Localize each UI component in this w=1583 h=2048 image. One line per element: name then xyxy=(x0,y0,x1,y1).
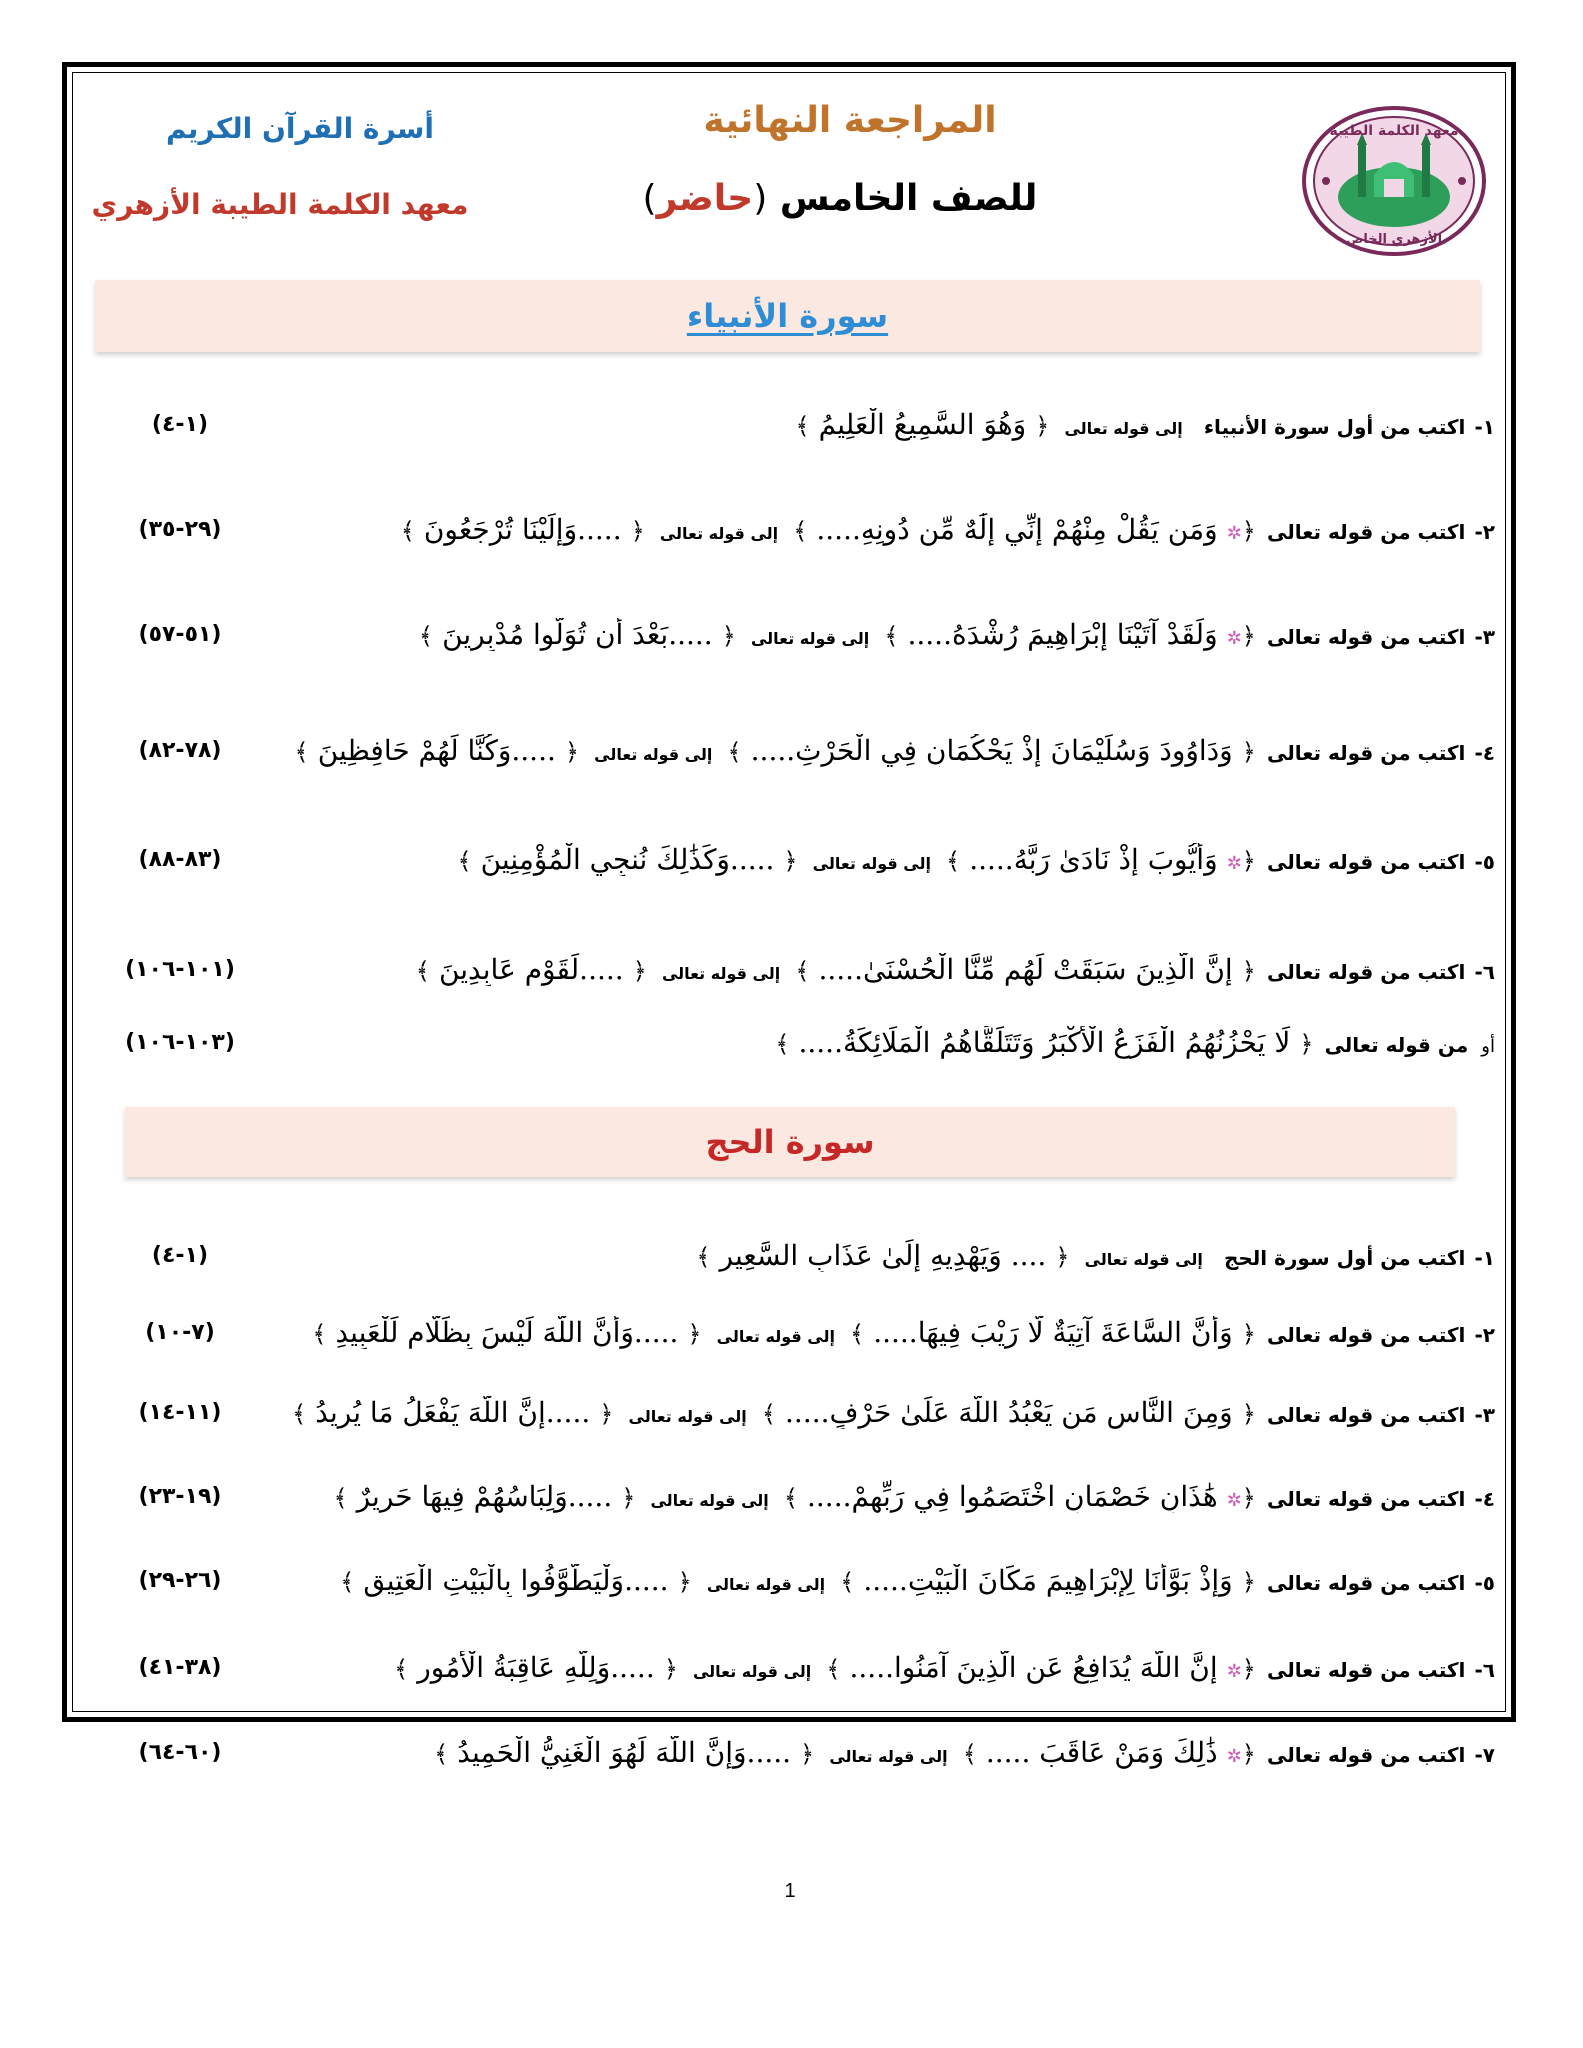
section-band-hajj xyxy=(125,1107,1455,1177)
bracket-close-icon: ﴾ xyxy=(418,621,433,650)
verse-range: (٦٠-٦٤) xyxy=(138,1739,222,1765)
bracket-open-icon: ﴿ xyxy=(1241,621,1256,650)
bracket-open-icon: ﴿ xyxy=(630,516,645,545)
bracket-close-icon: ﴾ xyxy=(457,846,472,875)
bracket-close-icon: ﴾ xyxy=(775,1029,790,1058)
verse-range: (٢٦-٢٩) xyxy=(138,1567,222,1593)
row-instruction: من قوله تعالى xyxy=(1324,1032,1469,1057)
bracket-close-icon: ﴾ xyxy=(795,411,810,440)
row-instruction: اكتب من قوله تعالى xyxy=(1266,1322,1466,1347)
paren-close: ) xyxy=(642,178,657,219)
bracket-open-icon: ﴿ xyxy=(1241,516,1256,545)
verse-to: .....وَكَذَٰلِكَ نُنجِي الْمُؤْمِنِينَ xyxy=(480,842,775,876)
verse-range: (١٠١-١٠٦) xyxy=(125,956,235,982)
to-label: إلى قوله تعالى xyxy=(1064,418,1183,438)
bracket-close-icon: ﴾ xyxy=(394,1654,409,1683)
to-label: إلى قوله تعالى xyxy=(812,853,931,873)
verse-range: (٣٨-٤١) xyxy=(138,1654,222,1680)
bracket-open-icon: ﴿ xyxy=(1241,1483,1256,1512)
section-title: سورة الأنبياء xyxy=(686,297,889,335)
row-number: ٢- xyxy=(1474,519,1495,544)
bracket-close-icon: ﴾ xyxy=(415,956,430,985)
row-instruction: اكتب من قوله تعالى xyxy=(1266,1657,1466,1682)
exercise-row xyxy=(100,834,1495,884)
verse-to: .....وَكُنَّا لَهُمْ حَافِظِينَ xyxy=(317,733,556,767)
bracket-close-icon: ﴾ xyxy=(946,846,961,875)
star-icon: ✲ xyxy=(1226,1745,1242,1767)
star-icon: ✲ xyxy=(1226,852,1242,874)
bracket-open-icon: ﴿ xyxy=(1241,1739,1256,1768)
verse-from: وَأَنَّ السَّاعَةَ آتِيَةٌ لَّا رَيْبَ فِيهَا..... xyxy=(873,1315,1233,1349)
bracket-open-icon: ﴿ xyxy=(783,846,798,875)
exercise-row xyxy=(100,609,1495,659)
exercise-row xyxy=(100,1387,1495,1437)
verse-to: .....وَلْيَطَّوَّفُوا بِالْبَيْتِ الْعَتِيقِ xyxy=(363,1563,669,1597)
verse-to: .....وَلِلَّهِ عَاقِبَةُ الْأُمُورِ xyxy=(417,1650,655,1684)
bracket-close-icon: ﴾ xyxy=(292,1399,307,1428)
verse-from: إِنَّ الَّذِينَ سَبَقَتْ لَهُم مِّنَّا الْحُسْنَىٰ..... xyxy=(818,952,1233,986)
verse-from: وَدَاوُودَ وَسُلَيْمَانَ إِذْ يَحْكُمَانِ فِي الْحَرْثِ..... xyxy=(750,733,1233,767)
bracket-open-icon: ﴿ xyxy=(1241,846,1256,875)
bracket-close-icon: ﴾ xyxy=(294,737,309,766)
exercise-row xyxy=(100,504,1495,554)
row-number: ٦- xyxy=(1474,1657,1495,1682)
bracket-open-icon: ﴿ xyxy=(1299,1029,1314,1058)
to-label: إلى قوله تعالى xyxy=(692,1661,812,1681)
star-icon: ✲ xyxy=(1226,1660,1242,1682)
bracket-close-icon: ﴾ xyxy=(761,1399,776,1428)
bracket-open-icon: ﴿ xyxy=(1241,1654,1256,1683)
exercise-row xyxy=(100,944,1495,994)
verse-from: إِنَّ اللَّهَ يُدَافِعُ عَنِ الَّذِينَ آمَنُوا..... xyxy=(849,1650,1218,1684)
bracket-close-icon: ﴾ xyxy=(434,1739,449,1768)
verse-range: (٧-١٠) xyxy=(145,1319,215,1345)
verse-to: .....لِّقَوْمٍ عَابِدِينَ xyxy=(438,952,624,986)
bracket-close-icon: ﴾ xyxy=(850,1319,865,1348)
verse-range: (١-٤) xyxy=(151,411,209,437)
bracket-close-icon: ﴾ xyxy=(696,1242,711,1271)
logo-top-text: معهد الكلمة الطيبة xyxy=(1329,123,1459,139)
verse-range: (٥١-٥٧) xyxy=(138,621,222,647)
verse-from: هَٰذَانِ خَصْمَانِ اخْتَصَمُوا فِي رَبِّهِمْ..... xyxy=(807,1479,1218,1513)
to-label: إلى قوله تعالى xyxy=(750,628,870,648)
to-label: إلى قوله تعالى xyxy=(829,1746,948,1766)
verse-from: ذَٰلِكَ وَمَنْ عَاقَبَ ..... xyxy=(985,1735,1218,1769)
page-number: 1 xyxy=(784,1880,796,1902)
section-title: سورة الحج xyxy=(705,1123,875,1161)
to-label: إلى قوله تعالى xyxy=(661,963,781,983)
verse-from: وَلَقَدْ آتَيْنَا إِبْرَاهِيمَ رُشْدَهُ..... xyxy=(907,617,1218,651)
exercise-row xyxy=(100,1307,1495,1357)
verse-range: (١-٤) xyxy=(151,1242,209,1268)
row-number: ٢- xyxy=(1474,1322,1495,1347)
row-number: ٣- xyxy=(1474,624,1495,649)
to-label: إلى قوله تعالى xyxy=(628,1406,747,1426)
bracket-open-icon: ﴿ xyxy=(1241,1567,1256,1596)
to-label: إلى قوله تعالى xyxy=(650,1490,769,1510)
institute-seal-logo xyxy=(1300,105,1488,257)
bracket-close-icon: ﴾ xyxy=(783,1483,798,1512)
bracket-open-icon: ﴿ xyxy=(677,1567,692,1596)
exercise-row xyxy=(100,399,1495,449)
to-label: إلى قوله تعالى xyxy=(659,523,779,543)
row-instruction: اكتب من قوله تعالى xyxy=(1266,624,1466,649)
verse-from: وَإِذْ بَوَّأْنَا لِإِبْرَاهِيمَ مَكَانَ الْبَيْتِ..... xyxy=(863,1563,1233,1597)
row-number: ١- xyxy=(1474,414,1495,439)
verse-to: وَهُوَ السَّمِيعُ الْعَلِيمُ xyxy=(818,407,1027,441)
exercise-row xyxy=(100,1642,1495,1692)
bracket-close-icon: ﴾ xyxy=(962,1739,977,1768)
bracket-open-icon: ﴿ xyxy=(800,1739,815,1768)
to-label: إلى قوله تعالى xyxy=(716,1326,835,1346)
row-instruction: اكتب من قوله تعالى xyxy=(1266,740,1466,765)
row-instruction: اكتب من قوله تعالى xyxy=(1266,1402,1466,1427)
verse-range: (١٩-٢٣) xyxy=(138,1483,222,1509)
verse-range: (١٠٣-١٠٦) xyxy=(125,1029,235,1055)
verse-to: .....وَإِلَيْنَا تُرْجَعُونَ xyxy=(423,512,622,546)
bracket-close-icon: ﴾ xyxy=(793,516,808,545)
section-band-anbiya xyxy=(95,280,1480,352)
verse-to: .....وَأَنَّ اللَّهَ لَيْسَ بِظَلَّامٍ لِّلْعَبِيدِ xyxy=(335,1315,679,1349)
bracket-open-icon: ﴿ xyxy=(687,1319,702,1348)
verse-from: لَا يَحْزُنُهُمُ الْفَزَعُ الْأَكْبَرُ وَتَتَلَقَّاهُمُ الْمَلَائِكَةُ..... xyxy=(798,1025,1291,1059)
bracket-close-icon: ﴾ xyxy=(400,516,415,545)
exercise-row xyxy=(100,1230,1495,1280)
row-number: ٤- xyxy=(1474,740,1495,765)
row-number: ٥- xyxy=(1474,1570,1495,1595)
verse-range: (٨٣-٨٨) xyxy=(138,846,222,872)
row-instruction: اكتب من قوله تعالى xyxy=(1266,519,1466,544)
row-instruction: اكتب من قوله تعالى xyxy=(1266,1570,1466,1595)
star-icon: ✲ xyxy=(1226,1489,1242,1511)
bracket-open-icon: ﴿ xyxy=(1035,411,1050,440)
grade-line xyxy=(560,178,1120,219)
row-instruction: اكتب من قوله تعالى xyxy=(1266,849,1466,874)
star-icon: ✲ xyxy=(1226,522,1242,544)
bracket-close-icon: ﴾ xyxy=(727,737,742,766)
row-number: ٤- xyxy=(1474,1486,1495,1511)
exercise-row xyxy=(100,1727,1495,1777)
verse-to: .....وَإِنَّ اللَّهَ لَهُوَ الْغَنِيُّ الْحَمِيدُ xyxy=(457,1735,792,1769)
exercise-row-alternative xyxy=(100,1017,1495,1067)
to-label: إلى قوله تعالى xyxy=(594,744,713,764)
row-instruction: اكتب من قوله تعالى xyxy=(1266,1742,1466,1767)
paren-open: ( xyxy=(753,178,768,219)
verse-range: (٧٨-٨٢) xyxy=(138,737,222,763)
bracket-open-icon: ﴿ xyxy=(1055,1242,1070,1271)
or-label: أو xyxy=(1481,1035,1495,1057)
grade-tag: حاضر xyxy=(656,178,754,219)
bracket-close-icon: ﴾ xyxy=(333,1483,348,1512)
bracket-open-icon: ﴿ xyxy=(1241,737,1256,766)
verse-from: وَأَيُّوبَ إِذْ نَادَىٰ رَبَّهُ..... xyxy=(969,842,1218,876)
to-label: إلى قوله تعالى xyxy=(1084,1249,1203,1269)
verse-to: .....إِنَّ اللَّهَ يَفْعَلُ مَا يُرِيدُ xyxy=(315,1395,591,1429)
exercise-row xyxy=(100,1555,1495,1605)
bracket-close-icon: ﴾ xyxy=(884,621,899,650)
row-instruction: اكتب من قوله تعالى xyxy=(1266,1486,1466,1511)
bracket-open-icon: ﴿ xyxy=(1241,956,1256,985)
star-icon: ✲ xyxy=(1226,627,1242,649)
bracket-close-icon: ﴾ xyxy=(795,956,810,985)
bracket-open-icon: ﴿ xyxy=(599,1399,614,1428)
bracket-open-icon: ﴿ xyxy=(1241,1319,1256,1348)
verse-from: وَمَن يَقُلْ مِنْهُمْ إِنِّي إِلَٰهٌ مِّن دُونِهِ..... xyxy=(816,512,1218,546)
row-instruction: اكتب من أول سورة الأنبياء xyxy=(1203,414,1466,439)
verse-range: (١١-١٤) xyxy=(138,1399,222,1425)
verse-to: .....بَعْدَ أَن تُوَلُّوا مُدْبِرِينَ xyxy=(442,617,713,651)
verse-to: .....وَلِبَاسُهُمْ فِيهَا حَرِيرٌ xyxy=(356,1479,613,1513)
bracket-close-icon: ﴾ xyxy=(312,1319,327,1348)
verse-from: وَمِنَ النَّاسِ مَن يَعْبُدُ اللَّهَ عَلَىٰ حَرْفٍ..... xyxy=(785,1395,1233,1429)
bracket-open-icon: ﴿ xyxy=(1241,1399,1256,1428)
main-title: المراجعة النهائية xyxy=(703,100,997,141)
bracket-close-icon: ﴾ xyxy=(340,1567,355,1596)
bracket-close-icon: ﴾ xyxy=(826,1654,841,1683)
row-number: ٥- xyxy=(1474,849,1495,874)
exercise-row xyxy=(100,1471,1495,1521)
bracket-open-icon: ﴿ xyxy=(721,621,736,650)
bracket-close-icon: ﴾ xyxy=(840,1567,855,1596)
row-instruction: اكتب من قوله تعالى xyxy=(1266,959,1466,984)
row-instruction: اكتب من أول سورة الحج xyxy=(1223,1245,1466,1270)
bracket-open-icon: ﴿ xyxy=(564,737,580,766)
bracket-open-icon: ﴿ xyxy=(632,956,647,985)
row-number: ٣- xyxy=(1474,1402,1495,1427)
family-title: أسرة القرآن الكريم xyxy=(165,112,435,145)
row-number: ١- xyxy=(1474,1245,1495,1270)
institute-title: معهد الكلمة الطيبة الأزهري xyxy=(91,188,469,221)
bracket-open-icon: ﴿ xyxy=(621,1483,636,1512)
exercise-row xyxy=(100,725,1495,775)
logo-bottom-text: الأزهري الخاص xyxy=(1345,232,1443,247)
row-number: ٦- xyxy=(1474,959,1495,984)
to-label: إلى قوله تعالى xyxy=(706,1574,826,1594)
grade-prefix: للصف الخامس xyxy=(779,178,1038,219)
bracket-open-icon: ﴿ xyxy=(663,1654,678,1683)
verse-range: (٢٩-٣٥) xyxy=(138,516,222,542)
row-number: ٧- xyxy=(1474,1742,1495,1767)
verse-to: .... وَيَهْدِيهِ إِلَىٰ عَذَابِ السَّعِيرِ xyxy=(719,1238,1047,1272)
